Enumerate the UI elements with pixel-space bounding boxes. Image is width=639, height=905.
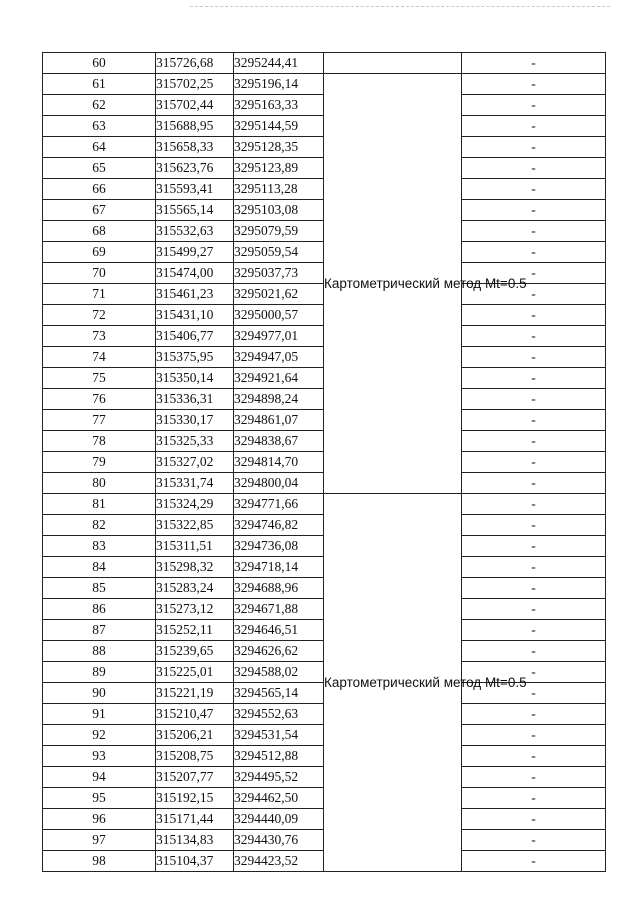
x-coordinate-cell: 315134,83: [156, 830, 234, 851]
table-row: [43, 74, 606, 95]
x-coordinate-cell: 315325,33: [156, 431, 234, 452]
dash-cell: -: [462, 74, 606, 95]
x-coordinate-cell: 315565,14: [156, 200, 234, 221]
table-row: [43, 494, 606, 515]
point-number-cell: 75: [43, 368, 156, 389]
y-coordinate-cell: 3294977,01: [234, 326, 324, 347]
table-row: [43, 53, 606, 74]
y-coordinate-cell: 3294495,52: [234, 767, 324, 788]
point-number-cell: 83: [43, 536, 156, 557]
y-coordinate-cell: 3294898,24: [234, 389, 324, 410]
y-coordinate-cell: 3295103,08: [234, 200, 324, 221]
dash-cell: -: [462, 494, 606, 515]
x-coordinate-cell: 315726,68: [156, 53, 234, 74]
point-number-cell: 84: [43, 557, 156, 578]
dash-cell: -: [462, 683, 606, 704]
point-number-cell: 97: [43, 830, 156, 851]
x-coordinate-cell: 315474,00: [156, 263, 234, 284]
dash-cell: -: [462, 221, 606, 242]
point-number-cell: 87: [43, 620, 156, 641]
dash-cell: -: [462, 599, 606, 620]
y-coordinate-cell: 3294947,05: [234, 347, 324, 368]
point-number-cell: 70: [43, 263, 156, 284]
method-cell: Картометрический метод Mt=0.5: [324, 74, 462, 494]
dash-cell: -: [462, 368, 606, 389]
y-coordinate-cell: 3294736,08: [234, 536, 324, 557]
dash-cell: -: [462, 725, 606, 746]
y-coordinate-cell: 3295196,14: [234, 74, 324, 95]
y-coordinate-cell: 3294921,64: [234, 368, 324, 389]
y-coordinate-cell: 3294688,96: [234, 578, 324, 599]
dash-cell: -: [462, 326, 606, 347]
y-coordinate-cell: 3294565,14: [234, 683, 324, 704]
x-coordinate-cell: 315273,12: [156, 599, 234, 620]
x-coordinate-cell: 315311,51: [156, 536, 234, 557]
y-coordinate-cell: 3294646,51: [234, 620, 324, 641]
y-coordinate-cell: 3294423,52: [234, 851, 324, 872]
coordinates-table-body: [43, 53, 606, 872]
x-coordinate-cell: 315283,24: [156, 578, 234, 599]
point-number-cell: 68: [43, 221, 156, 242]
scan-top-rule: [190, 6, 610, 7]
y-coordinate-cell: 3295163,33: [234, 95, 324, 116]
x-coordinate-cell: 315593,41: [156, 179, 234, 200]
x-coordinate-cell: 315331,74: [156, 473, 234, 494]
y-coordinate-cell: 3294588,02: [234, 662, 324, 683]
point-number-cell: 60: [43, 53, 156, 74]
dash-cell: -: [462, 53, 606, 74]
x-coordinate-cell: 315252,11: [156, 620, 234, 641]
y-coordinate-cell: 3294814,70: [234, 452, 324, 473]
point-number-cell: 74: [43, 347, 156, 368]
point-number-cell: 88: [43, 641, 156, 662]
y-coordinate-cell: 3294462,50: [234, 788, 324, 809]
y-coordinate-cell: 3294430,76: [234, 830, 324, 851]
dash-cell: -: [462, 473, 606, 494]
coordinates-table: [42, 52, 606, 872]
dash-cell: -: [462, 158, 606, 179]
x-coordinate-cell: 315350,14: [156, 368, 234, 389]
y-coordinate-cell: 3294746,82: [234, 515, 324, 536]
point-number-cell: 91: [43, 704, 156, 725]
x-coordinate-cell: 315210,47: [156, 704, 234, 725]
point-number-cell: 62: [43, 95, 156, 116]
y-coordinate-cell: 3294671,88: [234, 599, 324, 620]
x-coordinate-cell: 315221,19: [156, 683, 234, 704]
dash-cell: -: [462, 347, 606, 368]
y-coordinate-cell: 3295144,59: [234, 116, 324, 137]
y-coordinate-cell: 3295059,54: [234, 242, 324, 263]
point-number-cell: 72: [43, 305, 156, 326]
y-coordinate-cell: 3295123,89: [234, 158, 324, 179]
y-coordinate-cell: 3294771,66: [234, 494, 324, 515]
x-coordinate-cell: 315702,25: [156, 74, 234, 95]
dash-cell: -: [462, 95, 606, 116]
x-coordinate-cell: 315330,17: [156, 410, 234, 431]
x-coordinate-cell: 315298,32: [156, 557, 234, 578]
y-coordinate-cell: 3294838,67: [234, 431, 324, 452]
point-number-cell: 81: [43, 494, 156, 515]
point-number-cell: 95: [43, 788, 156, 809]
dash-cell: -: [462, 389, 606, 410]
y-coordinate-cell: 3294800,04: [234, 473, 324, 494]
y-coordinate-cell: 3294531,54: [234, 725, 324, 746]
x-coordinate-cell: 315336,31: [156, 389, 234, 410]
dash-cell: -: [462, 830, 606, 851]
point-number-cell: 76: [43, 389, 156, 410]
x-coordinate-cell: 315499,27: [156, 242, 234, 263]
dash-cell: -: [462, 620, 606, 641]
x-coordinate-cell: 315207,77: [156, 767, 234, 788]
point-number-cell: 90: [43, 683, 156, 704]
point-number-cell: 77: [43, 410, 156, 431]
point-number-cell: 71: [43, 284, 156, 305]
x-coordinate-cell: 315104,37: [156, 851, 234, 872]
dash-cell: -: [462, 704, 606, 725]
x-coordinate-cell: 315375,95: [156, 347, 234, 368]
dash-cell: -: [462, 116, 606, 137]
dash-cell: -: [462, 242, 606, 263]
y-coordinate-cell: 3294440,09: [234, 809, 324, 830]
dash-cell: -: [462, 137, 606, 158]
y-coordinate-cell: 3295113,28: [234, 179, 324, 200]
point-number-cell: 67: [43, 200, 156, 221]
method-cell: Картометрический метод Mt=0.5: [324, 494, 462, 872]
x-coordinate-cell: 315171,44: [156, 809, 234, 830]
x-coordinate-cell: 315658,33: [156, 137, 234, 158]
dash-cell: -: [462, 746, 606, 767]
dash-cell: -: [462, 662, 606, 683]
dash-cell: -: [462, 641, 606, 662]
dash-cell: -: [462, 410, 606, 431]
point-number-cell: 94: [43, 767, 156, 788]
y-coordinate-cell: 3294861,07: [234, 410, 324, 431]
point-number-cell: 63: [43, 116, 156, 137]
point-number-cell: 61: [43, 74, 156, 95]
y-coordinate-cell: 3294718,14: [234, 557, 324, 578]
point-number-cell: 96: [43, 809, 156, 830]
point-number-cell: 66: [43, 179, 156, 200]
dash-cell: -: [462, 809, 606, 830]
dash-cell: -: [462, 536, 606, 557]
y-coordinate-cell: 3294512,88: [234, 746, 324, 767]
point-number-cell: 65: [43, 158, 156, 179]
dash-cell: -: [462, 284, 606, 305]
x-coordinate-cell: 315623,76: [156, 158, 234, 179]
dash-cell: -: [462, 557, 606, 578]
y-coordinate-cell: 3295128,35: [234, 137, 324, 158]
dash-cell: -: [462, 179, 606, 200]
y-coordinate-cell: 3294626,62: [234, 641, 324, 662]
dash-cell: -: [462, 515, 606, 536]
y-coordinate-cell: 3295037,73: [234, 263, 324, 284]
dash-cell: -: [462, 851, 606, 872]
x-coordinate-cell: 315406,77: [156, 326, 234, 347]
dash-cell: -: [462, 767, 606, 788]
x-coordinate-cell: 315702,44: [156, 95, 234, 116]
dash-cell: -: [462, 263, 606, 284]
dash-cell: -: [462, 200, 606, 221]
x-coordinate-cell: 315688,95: [156, 116, 234, 137]
dash-cell: -: [462, 431, 606, 452]
point-number-cell: 80: [43, 473, 156, 494]
point-number-cell: 64: [43, 137, 156, 158]
y-coordinate-cell: 3295000,57: [234, 305, 324, 326]
x-coordinate-cell: 315322,85: [156, 515, 234, 536]
x-coordinate-cell: 315461,23: [156, 284, 234, 305]
x-coordinate-cell: 315431,10: [156, 305, 234, 326]
x-coordinate-cell: 315532,63: [156, 221, 234, 242]
method-cell: [324, 53, 462, 74]
x-coordinate-cell: 315208,75: [156, 746, 234, 767]
x-coordinate-cell: 315192,15: [156, 788, 234, 809]
point-number-cell: 98: [43, 851, 156, 872]
dash-cell: -: [462, 452, 606, 473]
point-number-cell: 78: [43, 431, 156, 452]
x-coordinate-cell: 315327,02: [156, 452, 234, 473]
dash-cell: -: [462, 305, 606, 326]
y-coordinate-cell: 3295244,41: [234, 53, 324, 74]
point-number-cell: 85: [43, 578, 156, 599]
point-number-cell: 92: [43, 725, 156, 746]
point-number-cell: 73: [43, 326, 156, 347]
point-number-cell: 86: [43, 599, 156, 620]
point-number-cell: 89: [43, 662, 156, 683]
point-number-cell: 69: [43, 242, 156, 263]
y-coordinate-cell: 3295021,62: [234, 284, 324, 305]
dash-cell: -: [462, 788, 606, 809]
dash-cell: -: [462, 578, 606, 599]
x-coordinate-cell: 315324,29: [156, 494, 234, 515]
x-coordinate-cell: 315239,65: [156, 641, 234, 662]
point-number-cell: 79: [43, 452, 156, 473]
point-number-cell: 82: [43, 515, 156, 536]
y-coordinate-cell: 3294552,63: [234, 704, 324, 725]
point-number-cell: 93: [43, 746, 156, 767]
x-coordinate-cell: 315206,21: [156, 725, 234, 746]
x-coordinate-cell: 315225,01: [156, 662, 234, 683]
y-coordinate-cell: 3295079,59: [234, 221, 324, 242]
